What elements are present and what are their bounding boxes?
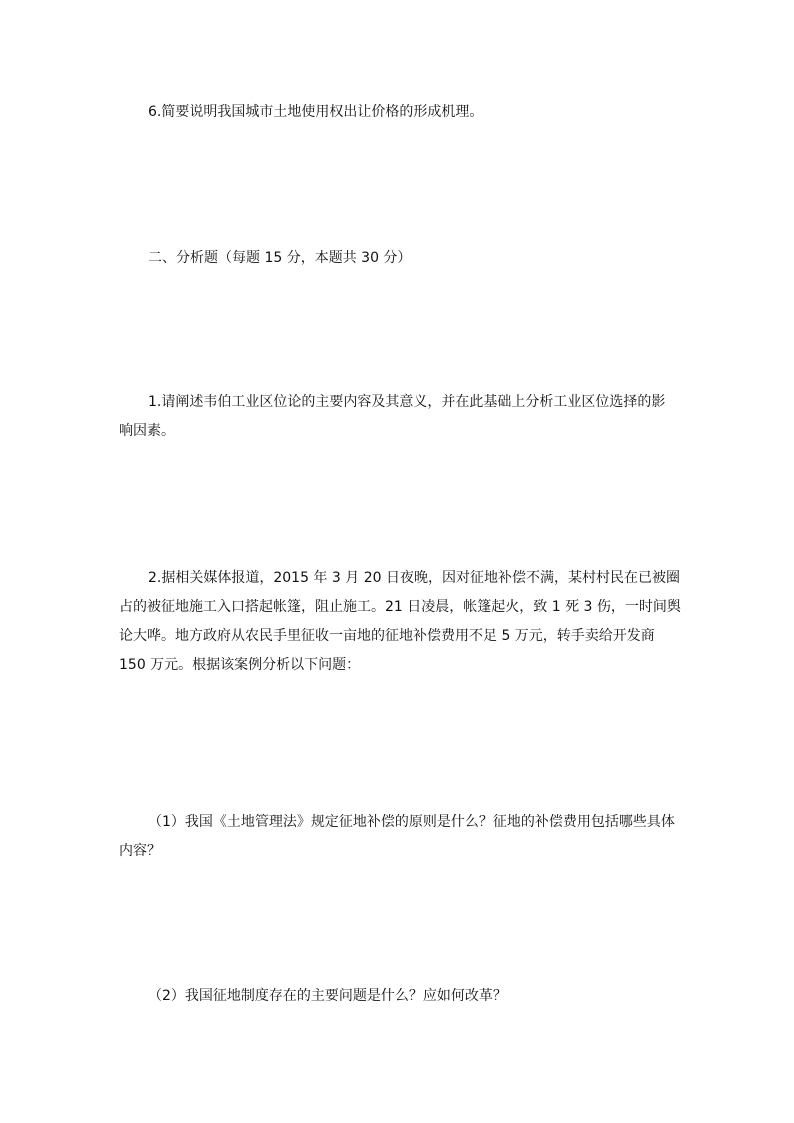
section-2-title: 二、分析题（每题 15 分，本题共 30 分） bbox=[148, 250, 412, 266]
analysis-1-line: 1.请阐述韦伯工业区位论的主要内容及其意义，并在此基础上分析工业区位选择的影 bbox=[148, 394, 666, 410]
analysis-1-line: 响因素。 bbox=[119, 423, 175, 439]
sub-question-1-line: （1）我国《土地管理法》规定征地补偿的原则是什么？征地的补偿费用包括哪些具体 bbox=[148, 814, 675, 830]
sub-question-1 bbox=[119, 808, 679, 866]
analysis-2-line: 150 万元。根据该案例分析以下问题： bbox=[119, 657, 361, 673]
analysis-question-1 bbox=[119, 388, 679, 446]
question-6 bbox=[119, 98, 679, 127]
analysis-2-line: 论大哗。地方政府从农民手里征收一亩地的征地补偿费用不足 5 万元，转手卖给开发商 bbox=[119, 628, 655, 644]
sub-question-2-text: （2）我国征地制度存在的主要问题是什么？应如何改革？ bbox=[148, 988, 507, 1004]
section-2-heading bbox=[119, 244, 679, 273]
sub-question-2 bbox=[119, 982, 679, 1011]
question-6-text: 6.简要说明我国城市土地使用权出让价格的形成机理。 bbox=[148, 104, 484, 120]
analysis-question-2 bbox=[119, 564, 679, 680]
analysis-2-line: 占的被征地施工入口搭起帐篷，阻止施工。21 日凌晨，帐篷起火，致 1 死 3 伤，一时间舆 bbox=[119, 599, 681, 615]
sub-question-1-line: 内容？ bbox=[119, 843, 161, 859]
analysis-2-line: 2.据相关媒体报道，2015 年 3 月 20 日夜晚，因对征地补偿不满，某村村民在已被圈 bbox=[148, 570, 680, 586]
